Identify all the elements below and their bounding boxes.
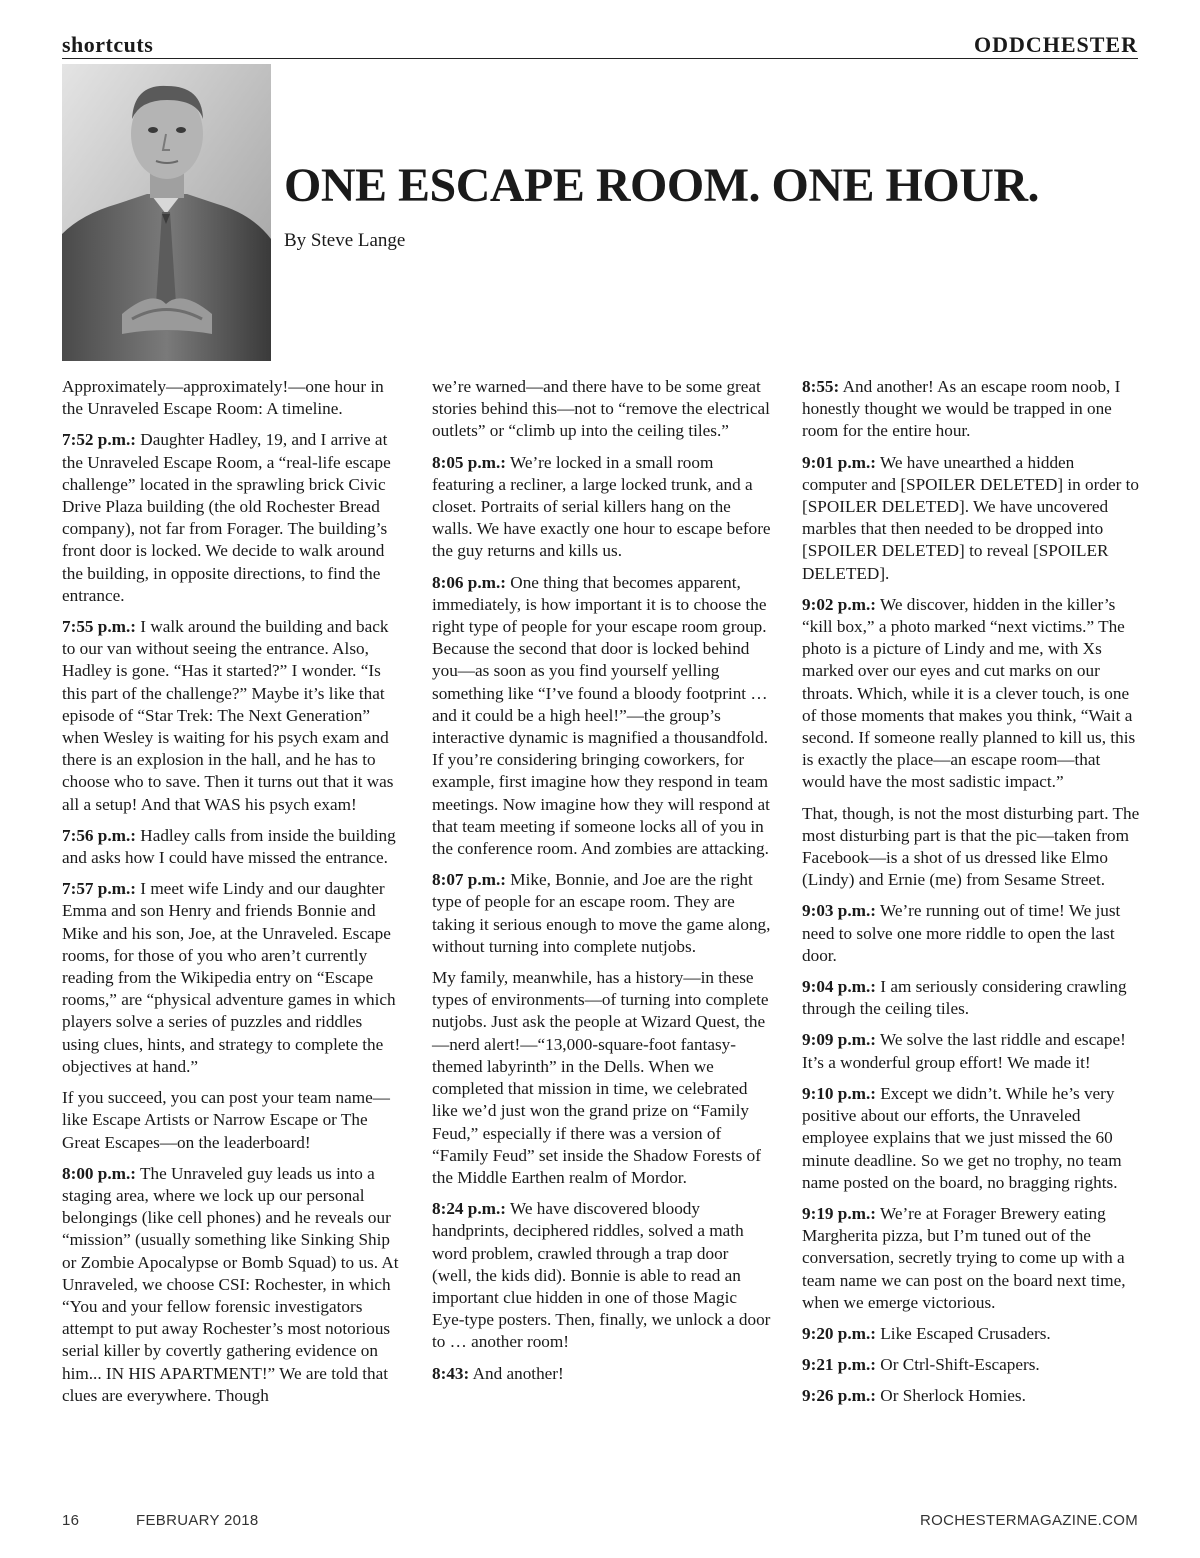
paragraph — [62, 616, 402, 816]
column-name: ODDCHESTER — [973, 32, 1138, 57]
paragraph-text: Daughter Hadley, 19, and I arrive at the Unraveled Escape Room, a “real-life escape challenge” located in the sprawling brick Civic Drive Plaza building (the old Rochester Bread company), not far from Forager. The building’s front door is locked. We decide to walk around the building, in opposite directions, to find the entrance. — [62, 430, 391, 605]
paragraph-text: Except we didn’t. While he’s very positive about our efforts, the Unraveled employee explains that we just missed the 60 minute deadline. So we get no trophy, no team name posted on the board, no bragging rights. — [802, 1083, 1122, 1192]
timestamp: 8:05 p.m.: — [432, 452, 506, 472]
paragraph-text: Approximately—approximately!—one hour in the Unraveled Escape Room: A timeline. — [62, 377, 384, 419]
timestamp: 9:19 p.m.: — [802, 1203, 876, 1223]
paragraph — [802, 1385, 1142, 1407]
paragraph-text: We have unearthed a hidden computer and [SPOILER DELETED] in order to [SPOILER DELETED]. We have uncovered marbles that then needed to be dropped into [SPOILER DELETED] to reveal [SPOILER DELETED]. — [802, 452, 1139, 583]
timestamp: 9:04 p.m.: — [802, 977, 876, 997]
timestamp: 9:20 p.m.: — [802, 1323, 876, 1343]
timestamp: 8:55: — [802, 377, 840, 396]
timestamp: 9:09 p.m.: — [802, 1030, 876, 1050]
paragraph-text: Mike, Bonnie, and Joe are the right type of people for an escape room. They are taking it serious enough to move the game along, without turning into complete nutjobs. — [432, 870, 771, 956]
timestamp: 8:06 p.m.: — [432, 572, 506, 592]
article-column-3 — [802, 376, 1142, 1417]
article-column-2 — [432, 376, 772, 1394]
paragraph-text: And another! — [469, 1363, 564, 1383]
paragraph — [432, 376, 772, 443]
paragraph-text: Or Ctrl-Shift-Escapers. — [876, 1355, 1040, 1375]
timestamp: 8:43: — [432, 1363, 470, 1383]
paragraph — [802, 594, 1142, 794]
paragraph-text: I meet wife Lindy and our daughter Emma and son Henry and friends Bonnie and Mike and his son, Joe, at the Unraveled. Escape rooms, for those of you who aren’t currently reading from the Wikipedia entry on “Escape rooms,” are “physical adventure games in which players solve a series of puzzles and riddles using clues, hints, and strategy to complete the objectives at hand.” — [62, 879, 396, 1076]
paragraph — [802, 900, 1142, 967]
paragraph — [62, 1163, 402, 1407]
paragraph-text: And another! As an escape room noob, I honestly thought we would be trapped in one room for the entire hour. — [802, 377, 1121, 441]
paragraph — [432, 1198, 772, 1353]
paragraph-text: One thing that becomes apparent, immediately, is how important it is to choose the right type of people for your escape room group. Because the second that door is locked behind you—as soon as you find yourself yelling something like “I’ve found a bloody footprint … and it could be a high heel!”—the group’s interactive dynamic is magnified a thousandfold. If you’re considering bringing coworkers, for example, first imagine how they respond in team meetings. Now imagine how they will respond at that team meeting if someone locks all of you in the conference room. And zombies are attacking. — [432, 572, 770, 859]
paragraph-text: We’re locked in a small room featuring a recliner, a large locked trunk, and a closet. Portraits of serial killers hang on the walls. We have exactly one hour to escape before the guy returns and kills us. — [432, 452, 771, 561]
paragraph-text: The Unraveled guy leads us into a staging area, where we lock up our personal belongings (like cell phones) and he reveals our “mission” (usually something like Sinking Ship or Zombie Apocalypse or Bomb Squad) to us. At Unraveled, we choose CSI: Rochester, in which “You and your fellow forensic investigators attempt to put away Rochester’s most notorious serial killer by covertly gathering evidence on him... IN HIS APARTMENT!” We are told that clues are everywhere. Though — [62, 1163, 399, 1405]
section-label: shortcuts — [62, 32, 154, 57]
paragraph-text: My family, meanwhile, has a history—in these types of environments—of turning into complete nutjobs. Just ask the people at Wizard Quest, the—nerd alert!—“13,000-square-foot fantasy-themed labyrinth” in the Dells. When we completed that mission in time, we celebrated like we’d just won the grand prize on “Family Feud,” especially if there was a version of “Family Feud” set inside the Shadow Forests of the Middle Earthen realm of Mordor. — [432, 968, 769, 1187]
author-photo — [62, 64, 271, 361]
paragraph — [802, 452, 1142, 585]
paragraph — [802, 1083, 1142, 1194]
paragraph — [62, 878, 402, 1078]
paragraph-text: I walk around the building and back to our van without seeing the entrance. Also, Hadley is gone. “Has it started?” I wonder. “Is this part of the challenge?” Maybe it’s like that episode of “Star Trek: The Next Generation” when Wesley is waiting for his psych exam and there is an explosion in the hall, and he has to choose who to save. Then it turns out that it was all a setup! And that WAS his psych exam! — [62, 617, 394, 814]
timestamp: 7:56 p.m.: — [62, 825, 136, 845]
paragraph-text: We have discovered bloody handprints, deciphered riddles, solved a math word problem, crawled through a trap door (well, the kids did). Bonnie is able to read an important clue hidden in one of those Magic Eye-type posters. Then, finally, we unlock a door to … another room! — [432, 1199, 771, 1352]
timestamp: 9:21 p.m.: — [802, 1355, 876, 1375]
timestamp: 8:24 p.m.: — [432, 1199, 506, 1219]
paragraph-text: We’re running out of time! We just need to solve one more riddle to open the last door. — [802, 901, 1121, 965]
timestamp: 8:07 p.m.: — [432, 870, 506, 890]
paragraph — [802, 1323, 1142, 1345]
paragraph — [802, 1354, 1142, 1376]
timestamp: 7:55 p.m.: — [62, 617, 136, 637]
paragraph — [432, 869, 772, 958]
website: ROCHESTERMAGAZINE.COM — [920, 1512, 1138, 1529]
paragraph-text: We solve the last riddle and escape! It’s a wonderful group effort! We made it! — [802, 1030, 1126, 1072]
paragraph-text: I am seriously considering crawling through the ceiling tiles. — [802, 977, 1127, 1019]
paragraph — [432, 452, 772, 563]
timestamp: 9:26 p.m.: — [802, 1386, 876, 1406]
timestamp: 9:10 p.m.: — [802, 1083, 876, 1103]
paragraph-text: We discover, hidden in the killer’s “kill box,” a photo marked “next victims.” The photo is a picture of Lindy and me, with Xs marked over our eyes and cut marks on our throats. Which, while it is a clever touch, is one of those moments that makes you think, “Wait a second. If someone really planned to kill us, this is exactly the place—an escape room—that would have the most sadistic impact.” — [802, 594, 1136, 792]
paragraph — [802, 976, 1142, 1020]
paragraph — [62, 429, 402, 607]
paragraph — [432, 572, 772, 861]
paragraph — [802, 376, 1142, 443]
paragraph — [802, 803, 1142, 892]
paragraph — [802, 1029, 1142, 1073]
paragraph-text: Hadley calls from inside the building and asks how I could have missed the entrance. — [62, 825, 396, 868]
page-number: 16 — [62, 1512, 80, 1529]
paragraph — [62, 1087, 402, 1154]
timestamp: 9:03 p.m.: — [802, 901, 876, 921]
paragraph — [432, 1363, 772, 1385]
article-column-1 — [62, 376, 402, 1416]
timestamp: 9:02 p.m.: — [802, 594, 876, 614]
timestamp: 7:52 p.m.: — [62, 430, 136, 450]
paragraph-text: We’re at Forager Brewery eating Margherita pizza, but I’m tuned out of the conversation, secretly trying to come up with a team name we can post on the board next time, when we emerge victorious. — [802, 1203, 1126, 1312]
paragraph — [62, 376, 402, 420]
paragraph-text: If you succeed, you can post your team name—like Escape Artists or Narrow Escape or The Great Escapes—on the leaderboard! — [62, 1088, 390, 1152]
article-headline: ONE ESCAPE ROOM. ONE HOUR. — [284, 159, 1040, 212]
paragraph — [432, 967, 772, 1189]
paragraph-text: Like Escaped Crusaders. — [876, 1323, 1051, 1343]
byline: By Steve Lange — [284, 230, 406, 251]
timestamp: 7:57 p.m.: — [62, 879, 136, 899]
paragraph-text: That, though, is not the most disturbing part. The most disturbing part is that the pic—taken from Facebook—is a shot of us dressed like Elmo (Lindy) and Ernie (me) from Sesame Street. — [802, 803, 1140, 890]
timestamp: 9:01 p.m.: — [802, 452, 876, 472]
issue-date: FEBRUARY 2018 — [136, 1512, 259, 1529]
timestamp: 8:00 p.m.: — [62, 1163, 136, 1183]
paragraph-text: Or Sherlock Homies. — [876, 1386, 1026, 1406]
page-header — [62, 30, 1138, 59]
paragraph — [62, 825, 402, 869]
paragraph — [802, 1203, 1142, 1314]
paragraph-text: we’re warned—and there have to be some great stories behind this—not to “remove the electrical outlets” or “climb up into the ceiling tiles.” — [432, 377, 770, 441]
page-footer — [62, 1512, 1138, 1534]
